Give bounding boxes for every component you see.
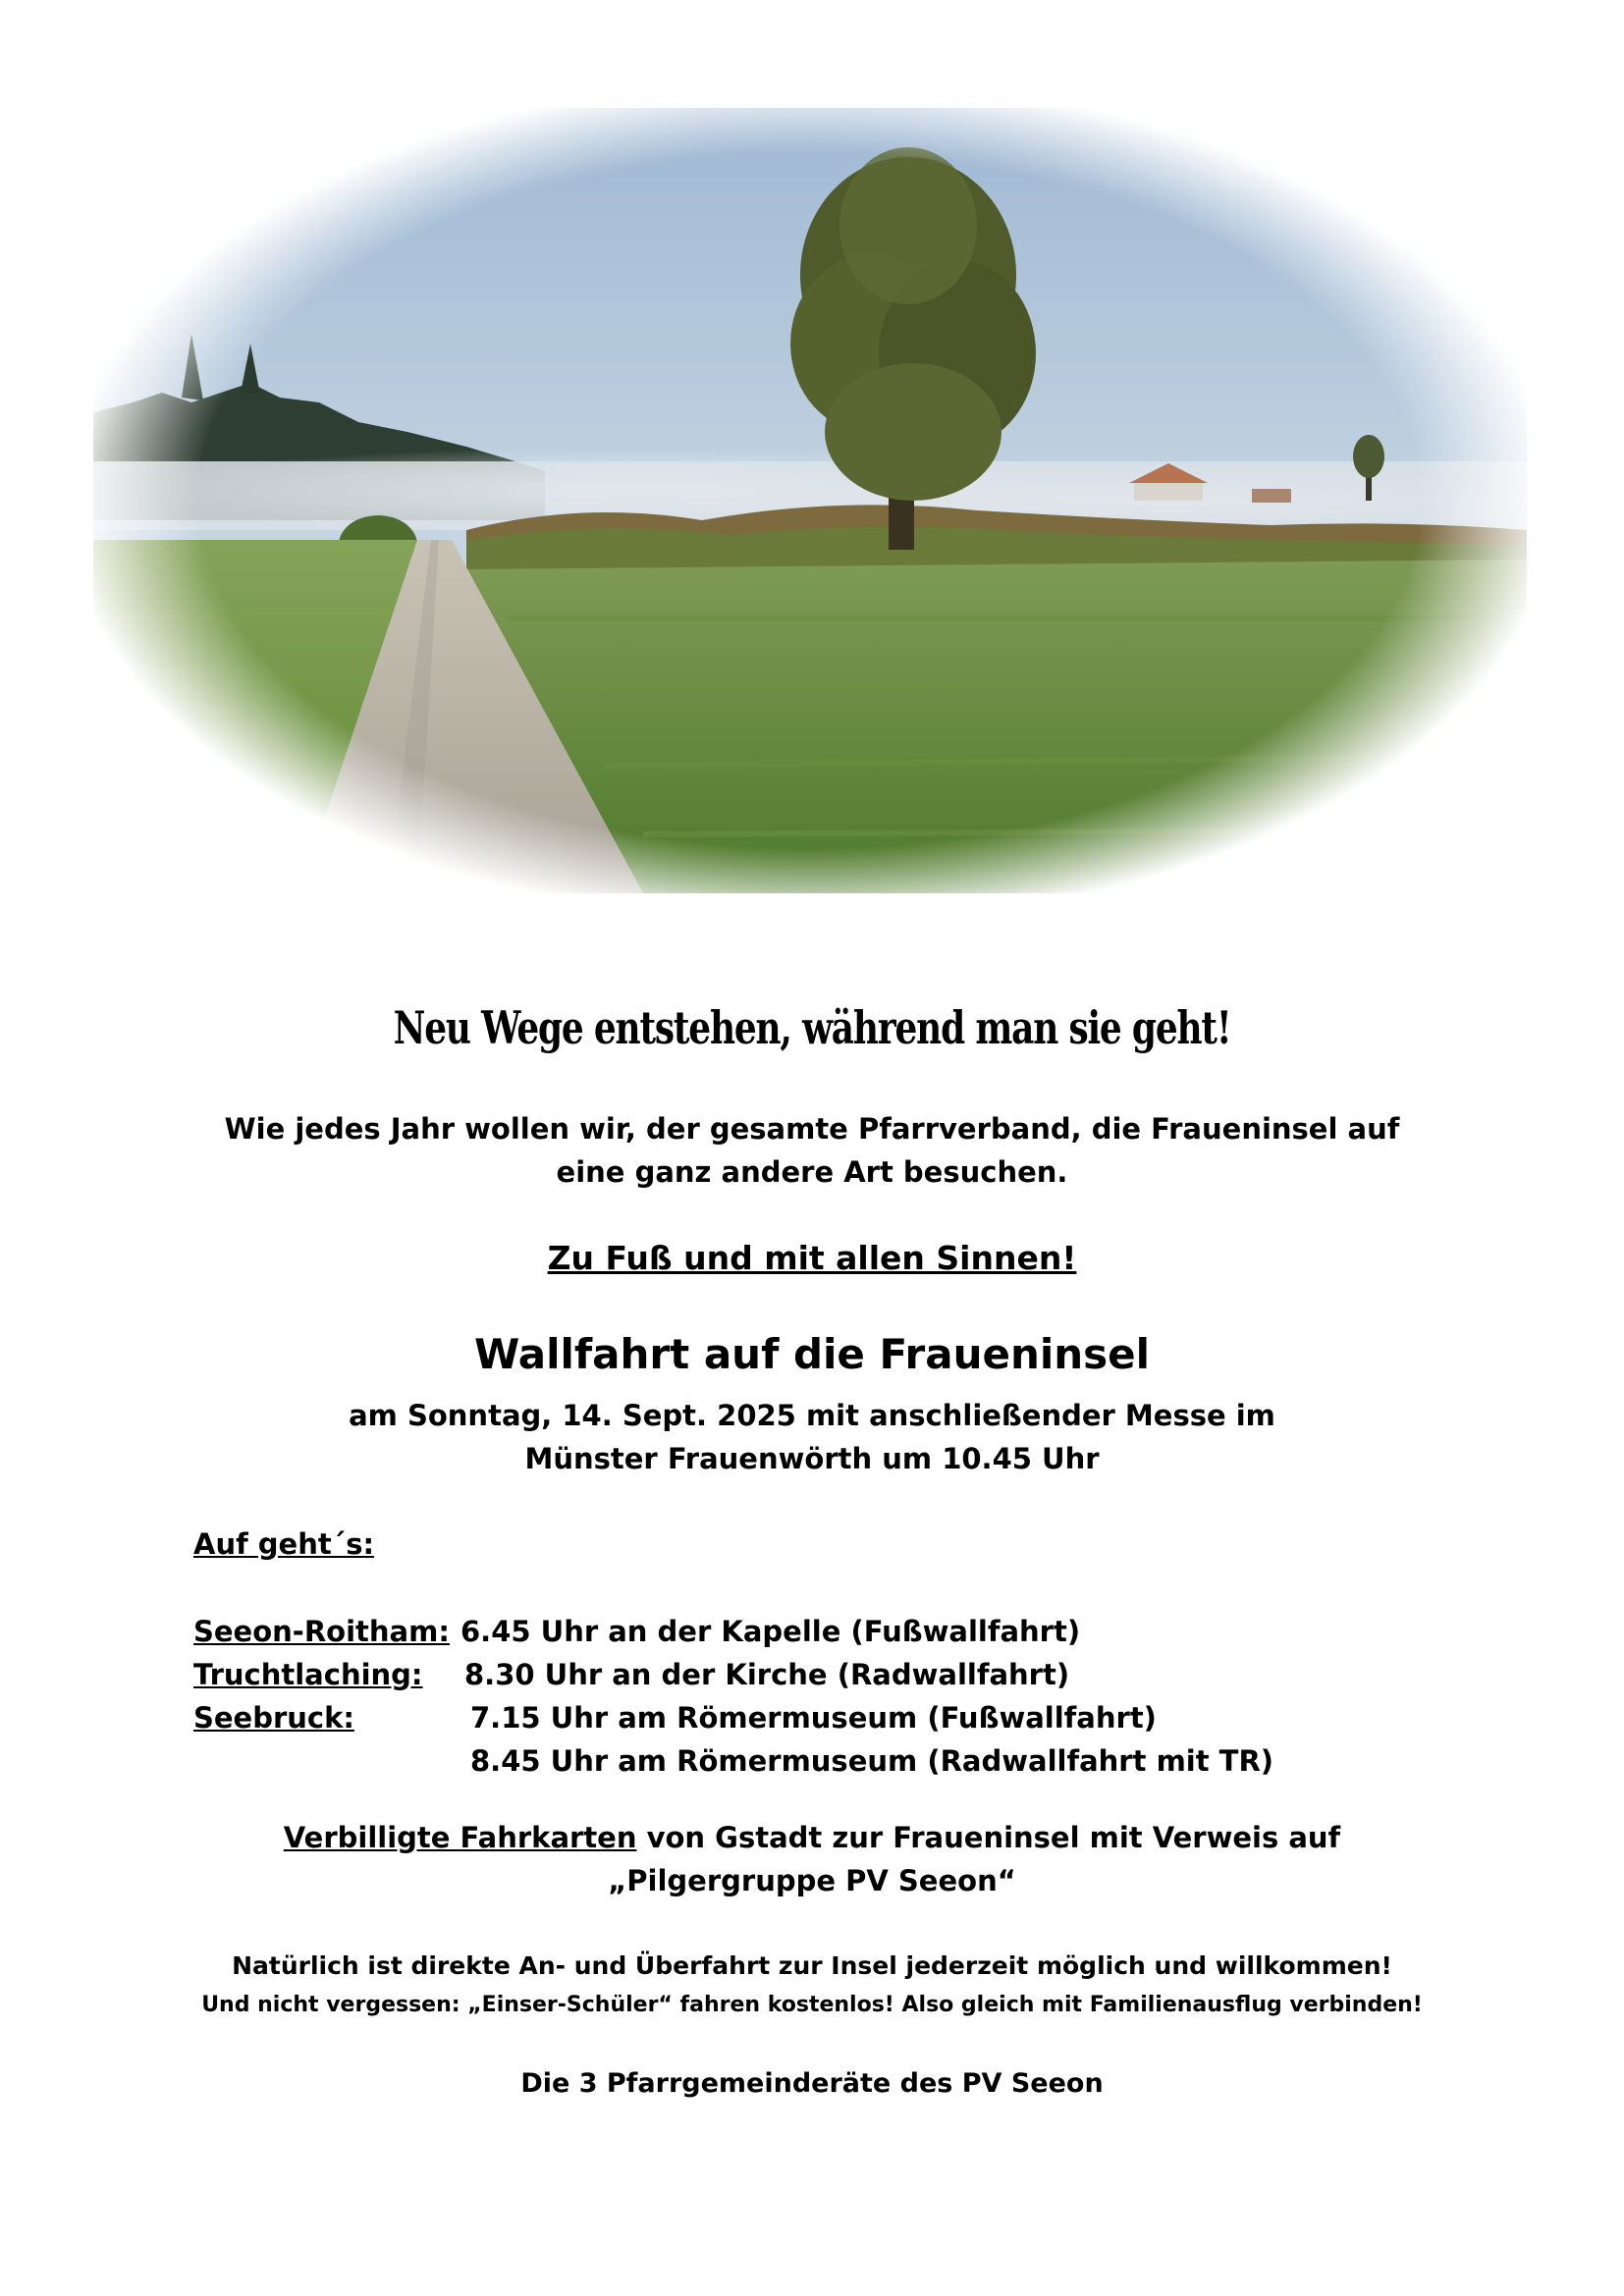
landscape-image [93,108,1527,893]
start-heading: Auf geht´s: [193,1527,375,1561]
schedule-time: 8.30 Uhr an der Kirche (Radwallfahrt) [464,1658,1070,1691]
schedule-place: Seebruck: [193,1701,355,1735]
event-date-line-2: Münster Frauenwörth um 10.45 Uhr [524,1442,1100,1475]
schedule-time: 8.45 Uhr am Römermuseum (Radwallfahrt mit TR) [470,1744,1274,1778]
header-photo [93,108,1527,893]
tickets-rest: von Gstadt zur Fraueninsel mit Verweis auf [636,1821,1341,1854]
note-direct-crossing: Natürlich ist direkte An- und Überfahrt zur Insel jederzeit möglich und willkommen! [232,1951,1392,1980]
event-title: Wallfahrt auf die Fraueninsel [473,1330,1151,1378]
event-date [0,1394,1624,1480]
schedule-place: Seeon-Roitham: [193,1615,450,1648]
schedule-place: Truchtlaching: [193,1658,423,1691]
schedule-time: 7.15 Uhr am Römermuseum (Fußwallfahrt) [470,1701,1157,1735]
signature: Die 3 Pfarrgemeinderäte des PV Seeon [520,2068,1104,2099]
tickets-line-1 [0,1816,1624,1859]
intro-line-2: eine ganz andere Art besuchen. [556,1155,1068,1189]
headline: Neu Wege entstehen, während man sie geht! [393,1001,1231,1054]
tickets-line-2: „Pilgergruppe PV Seeon“ [608,1864,1016,1897]
intro-text [0,1107,1624,1194]
tickets-text [0,1816,1624,1902]
intro-line-1: Wie jedes Jahr wollen wir, der gesamte Pfarrverband, die Fraueninsel auf [224,1112,1400,1146]
note-free-students: Und nicht vergessen: „Einser-Schüler“ fahren kostenlos! Also gleich mit Familienausflug verbinden! [201,1993,1423,2017]
schedule-time: 6.45 Uhr an der Kapelle (Fußwallfahrt) [460,1615,1081,1648]
event-date-line-1: am Sonntag, 14. Sept. 2025 mit anschließender Messe im [349,1399,1275,1432]
tickets-link-text: Verbilligte Fahrkarten [283,1821,637,1854]
motto: Zu Fuß und mit allen Sinnen! [547,1239,1077,1277]
